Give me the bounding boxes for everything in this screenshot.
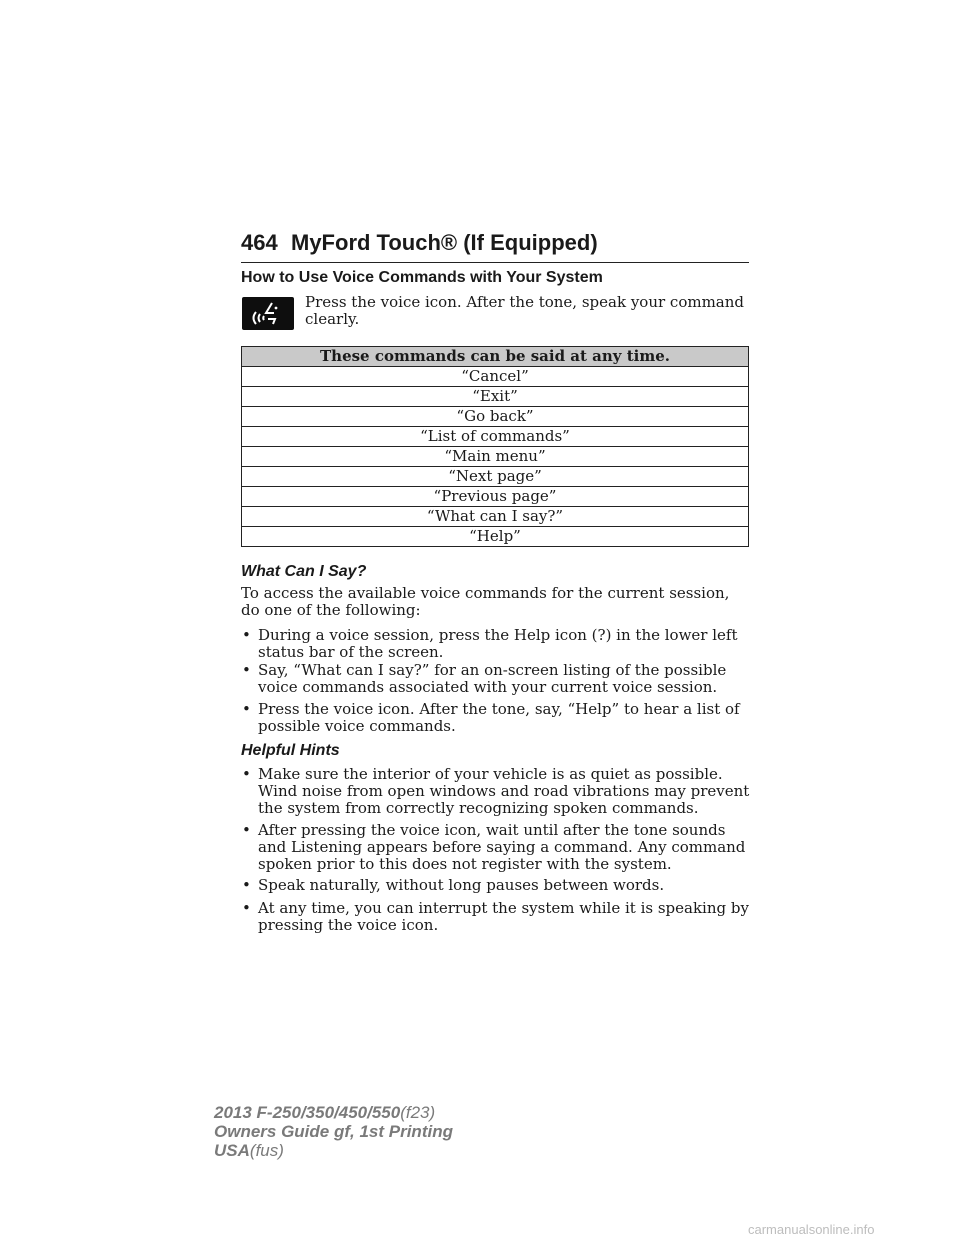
table-row: “Cancel”: [242, 367, 749, 387]
table-row: “List of commands”: [242, 427, 749, 447]
list-item-text: Speak naturally, without long pauses between words.: [258, 876, 665, 894]
table-row: “Help”: [242, 527, 749, 547]
helpful-hints-heading: Helpful Hints: [241, 742, 340, 759]
voice-icon-instructions: Press the voice icon. After the tone, speak your command clearly.: [305, 293, 745, 328]
table-row: “Previous page”: [242, 487, 749, 507]
footer-market-code: (fus): [249, 1141, 284, 1160]
table-header: These commands can be said at any time.: [242, 347, 749, 367]
bullet-dot: •: [242, 765, 251, 783]
what-can-i-say-heading: What Can I Say?: [241, 563, 367, 580]
table-row: “Go back”: [242, 407, 749, 427]
table-row: “Exit”: [242, 387, 749, 407]
bullet-dot: •: [242, 821, 251, 839]
list-item: [241, 701, 751, 735]
bullet-dot: •: [242, 661, 251, 679]
list-item: [241, 662, 751, 696]
list-item-text: Say, “What can I say?” for an on-screen listing of the possible voice commands associated with your current voice session.: [258, 661, 727, 696]
list-item: [241, 822, 751, 873]
footer-model: 2013 F-250/350/450/550: [214, 1103, 401, 1122]
table-row: “What can I say?”: [242, 507, 749, 527]
list-item: [241, 877, 751, 894]
what-can-i-say-intro: To access the available voice commands for the current session, do one of the following:: [241, 584, 730, 619]
bullet-dot: •: [242, 700, 251, 718]
bullet-dot: •: [242, 876, 251, 894]
list-item-text: Press the voice icon. After the tone, say, “Help” to hear a list of possible voice commands.: [258, 700, 740, 735]
footer-printing: Owners Guide gf, 1st Printing: [214, 1122, 453, 1141]
table-row: “Main menu”: [242, 447, 749, 467]
page-header: [241, 228, 749, 263]
footer-market: USA: [214, 1141, 250, 1160]
bullet-dot: •: [242, 899, 251, 917]
watermark: carmanualsonline.info: [748, 1222, 875, 1237]
chapter-title: MyFord Touch® (If Equipped): [291, 230, 598, 255]
list-item-text: During a voice session, press the Help icon (?) in the lower left status bar of the screen.: [258, 626, 738, 661]
list-item: [241, 900, 751, 934]
section-title: How to Use Voice Commands with Your System: [241, 269, 603, 286]
list-item-text: After pressing the voice icon, wait until after the tone sounds and Listening appears before saying a command. Any command spoken prior to this does not register with the system.: [258, 821, 746, 873]
list-item-text: Make sure the interior of your vehicle is as quiet as possible. Wind noise from open windows and road vibrations may prevent the system from correctly recognizing spoken commands.: [258, 765, 750, 817]
page-number: 464: [241, 230, 278, 255]
voice-icon: [242, 297, 294, 330]
list-item: [241, 766, 751, 817]
table-row: “Next page”: [242, 467, 749, 487]
footer-model-code: (f23): [400, 1103, 436, 1122]
voice-commands-table: [241, 346, 749, 547]
list-item-text: At any time, you can interrupt the system while it is speaking by pressing the voice icon.: [258, 899, 749, 934]
list-item: [241, 627, 751, 661]
bullet-dot: •: [242, 626, 251, 644]
document-footer: [214, 1103, 453, 1160]
